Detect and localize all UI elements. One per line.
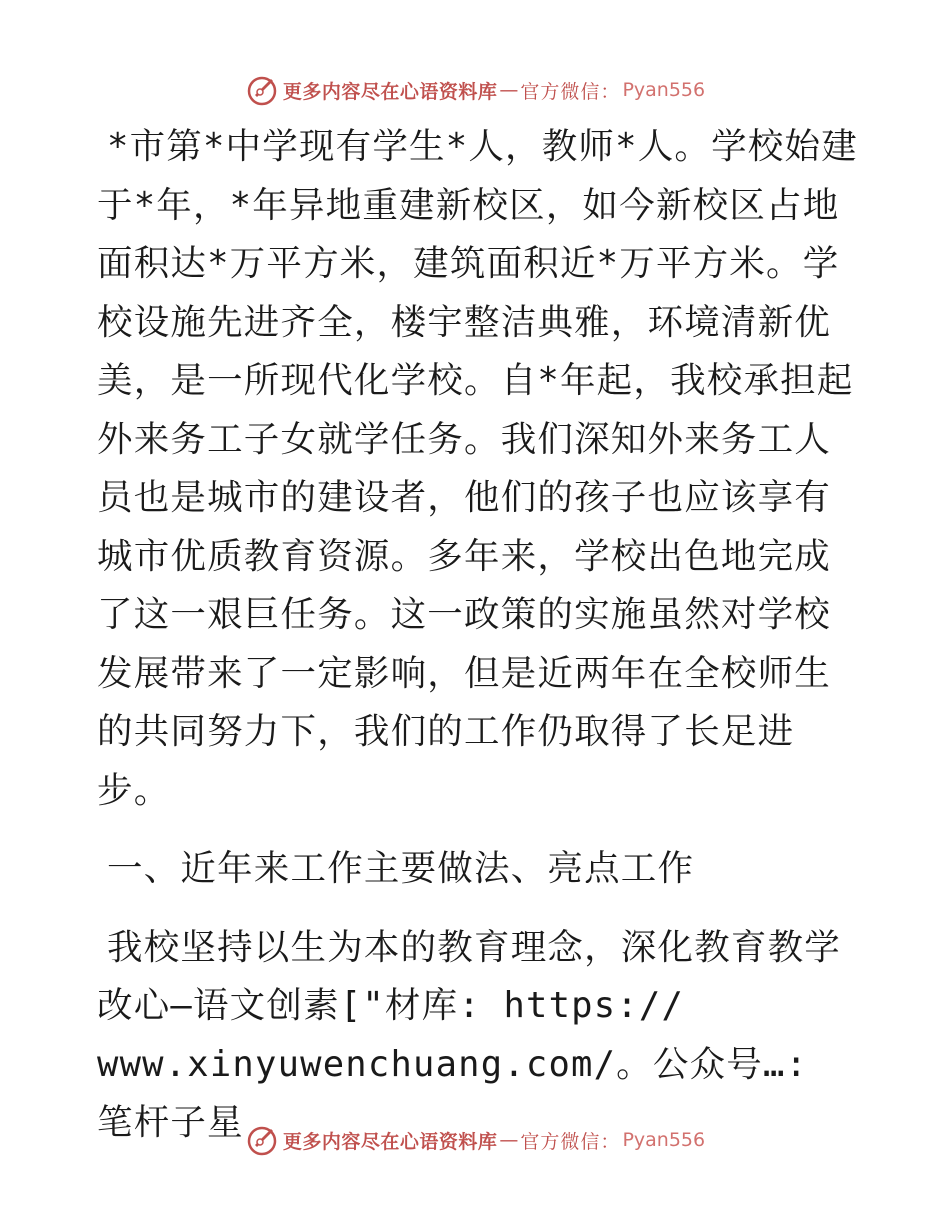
banner-wechat-label: 官方微信： (520, 80, 621, 103)
header-watermark-banner (0, 70, 950, 110)
banner-separator: — (499, 1129, 519, 1151)
document-body (97, 118, 867, 1153)
banner-site-text: 更多内容尽在心语资料库 (282, 1130, 498, 1153)
quill-logo-icon (245, 1123, 279, 1157)
banner-separator: — (499, 79, 519, 101)
banner-site-text: 更多内容尽在心语资料库 (282, 80, 498, 103)
banner-wechat-account: Pyan556 (622, 79, 706, 101)
paragraph-intro: *市第*中学现有学生*人，教师*人。学校始建于*年，*年异地重建新校区，如今新校区占地面积达*万平方米，建筑面积近*万平方米。学校设施先进齐全，楼宇整洁典雅，环境清新优美，是一所现代化学校。自*年起，我校承担起外来务工子女就学任务。我们深知外来务工人员也是城市的建设者，他们的孩子也应该享有城市优质教育资源。多年来，学校出色地完成了这一艰巨任务。这一政策的实施虽然对学校发展带来了一定影响，但是近两年在全校师生的共同努力下，我们的工作仍取得了长足进步。 (97, 126, 858, 811)
footer-watermark-banner (0, 1120, 950, 1160)
banner-wechat-account: Pyan556 (622, 1129, 706, 1151)
banner-wechat-label: 官方微信： (520, 1130, 621, 1153)
paragraph-practices: 我校坚持以生为本的教育理念，深化教育教学改心—语文创素["材库: https:// www.xinyuwenchuang.com/。公众号…: 笔杆子星 (97, 926, 842, 1143)
section-heading: 一、近年来工作主要做法、亮点工作 (107, 848, 695, 889)
quill-logo-icon (245, 73, 279, 107)
